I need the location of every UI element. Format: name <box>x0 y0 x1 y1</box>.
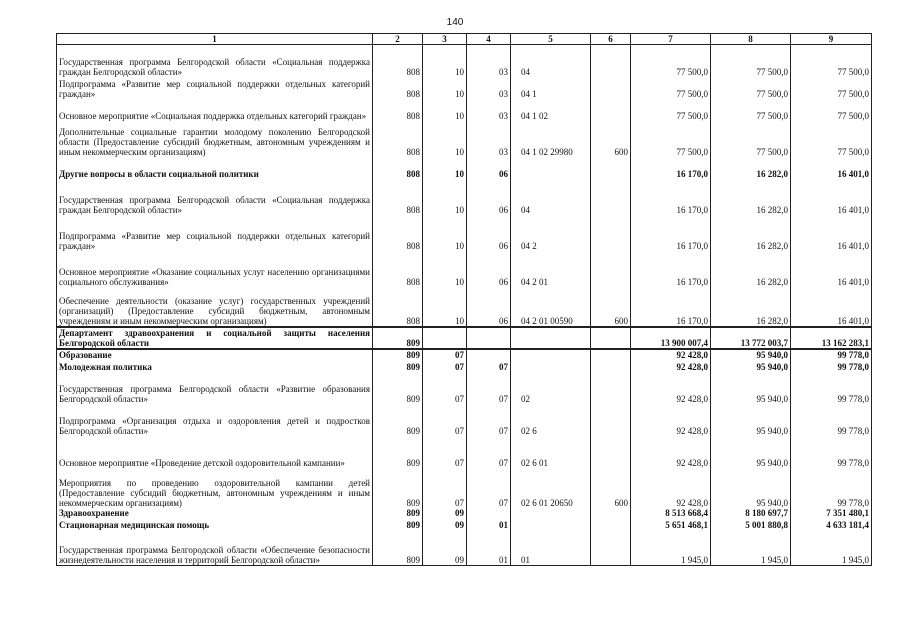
row-amount-cell: 16 401,0 <box>791 179 872 215</box>
row-amount-cell: 77 500,0 <box>791 121 872 157</box>
row-target-article-cell: 04 2 01 <box>511 251 591 287</box>
row-section-cell: 07 <box>423 468 467 508</box>
row-amount-cell: 77 500,0 <box>711 121 791 157</box>
table-row <box>57 404 872 436</box>
row-subsection-cell: 07 <box>467 360 511 372</box>
row-name-cell: Подпрограмма «Организация отдыха и оздоровления детей и подростков Белгородской области» <box>57 404 373 436</box>
row-amount-cell: 1 945,0 <box>631 530 711 566</box>
row-amount-cell: 1 945,0 <box>791 530 872 566</box>
row-amount-cell: 77 500,0 <box>711 45 791 77</box>
table-row <box>57 508 872 518</box>
table-row <box>57 99 872 121</box>
row-code-cell: 808 <box>373 77 423 99</box>
row-target-article-cell <box>511 349 591 360</box>
row-amount-cell: 16 401,0 <box>791 287 872 327</box>
row-section-cell: 07 <box>423 372 467 404</box>
row-amount-cell: 92 428,0 <box>631 468 711 508</box>
row-amount-cell: 77 500,0 <box>711 99 791 121</box>
row-section-cell: 10 <box>423 77 467 99</box>
row-amount-cell: 95 940,0 <box>711 436 791 468</box>
row-amount-cell: 16 170,0 <box>631 215 711 251</box>
row-section-cell: 10 <box>423 45 467 77</box>
row-target-article-cell: 04 1 <box>511 77 591 99</box>
row-expense-type-cell <box>591 518 631 530</box>
row-code-cell: 809 <box>373 349 423 360</box>
row-expense-type-cell <box>591 215 631 251</box>
row-subsection-cell: 07 <box>467 404 511 436</box>
row-name-cell: Государственная программа Белгородской области «Обеспечение безопасности жизнедеятельности населения и территорий Белгородской области» <box>57 530 373 566</box>
row-amount-cell: 95 940,0 <box>711 349 791 360</box>
row-amount-cell: 13 772 003,7 <box>711 327 791 349</box>
row-subsection-cell: 07 <box>467 468 511 508</box>
row-section-cell: 07 <box>423 404 467 436</box>
row-amount-cell: 16 401,0 <box>791 157 872 179</box>
row-subsection-cell: 07 <box>467 372 511 404</box>
row-expense-type-cell: 600 <box>591 468 631 508</box>
table-row <box>57 436 872 468</box>
row-expense-type-cell <box>591 349 631 360</box>
row-amount-cell: 16 282,0 <box>711 287 791 327</box>
row-amount-cell: 77 500,0 <box>791 99 872 121</box>
row-target-article-cell: 02 6 <box>511 404 591 436</box>
row-amount-cell: 99 778,0 <box>791 349 872 360</box>
row-amount-cell: 16 170,0 <box>631 251 711 287</box>
row-section-cell: 10 <box>423 215 467 251</box>
row-amount-cell: 8 180 697,7 <box>711 508 791 518</box>
row-amount-cell: 77 500,0 <box>631 77 711 99</box>
row-expense-type-cell: 600 <box>591 121 631 157</box>
row-subsection-cell: 01 <box>467 518 511 530</box>
table-row <box>57 360 872 372</box>
row-subsection-cell: 06 <box>467 215 511 251</box>
row-amount-cell: 7 351 480,1 <box>791 508 872 518</box>
row-section-cell: 09 <box>423 530 467 566</box>
table-row <box>57 349 872 360</box>
row-amount-cell: 92 428,0 <box>631 372 711 404</box>
budget-table <box>56 33 872 566</box>
row-name-cell: Другие вопросы в области социальной политики <box>57 157 373 179</box>
row-subsection-cell: 06 <box>467 179 511 215</box>
row-expense-type-cell: 600 <box>591 287 631 327</box>
row-expense-type-cell <box>591 530 631 566</box>
row-code-cell: 809 <box>373 404 423 436</box>
row-expense-type-cell <box>591 45 631 77</box>
row-amount-cell: 13 900 007,4 <box>631 327 711 349</box>
column-header: 1 <box>57 34 373 45</box>
row-expense-type-cell <box>591 372 631 404</box>
row-code-cell: 808 <box>373 179 423 215</box>
row-target-article-cell: 02 6 01 20650 <box>511 468 591 508</box>
row-code-cell: 809 <box>373 327 423 349</box>
table-row <box>57 179 872 215</box>
row-target-article-cell: 04 2 01 00590 <box>511 287 591 327</box>
row-code-cell: 809 <box>373 530 423 566</box>
row-subsection-cell: 03 <box>467 45 511 77</box>
row-name-cell: Подпрограмма «Развитие мер социальной поддержки отдельных категорий граждан» <box>57 215 373 251</box>
row-amount-cell: 13 162 283,1 <box>791 327 872 349</box>
row-section-cell: 10 <box>423 99 467 121</box>
table-row <box>57 468 872 508</box>
row-section-cell: 10 <box>423 121 467 157</box>
row-code-cell: 808 <box>373 121 423 157</box>
row-section-cell: 07 <box>423 349 467 360</box>
row-name-cell: Стационарная медицинская помощь <box>57 518 373 530</box>
row-name-cell: Государственная программа Белгородской области «Социальная поддержка граждан Белгородской области» <box>57 179 373 215</box>
row-amount-cell: 16 170,0 <box>631 287 711 327</box>
row-subsection-cell: 06 <box>467 157 511 179</box>
row-name-cell: Образование <box>57 349 373 360</box>
row-code-cell: 808 <box>373 99 423 121</box>
row-amount-cell: 16 282,0 <box>711 215 791 251</box>
row-name-cell: Обеспечение деятельности (оказание услуг) государственных учреждений (организаций) (Предоставление субсидий бюджетным, автономным учреждениям и иным некоммерческим организациям) <box>57 287 373 327</box>
table-row <box>57 215 872 251</box>
row-expense-type-cell <box>591 360 631 372</box>
row-amount-cell: 99 778,0 <box>791 372 872 404</box>
row-amount-cell: 95 940,0 <box>711 468 791 508</box>
table-header-row <box>57 34 872 45</box>
row-amount-cell: 95 940,0 <box>711 404 791 436</box>
row-amount-cell: 16 401,0 <box>791 215 872 251</box>
row-target-article-cell: 04 <box>511 45 591 77</box>
row-name-cell: Основное мероприятие «Социальная поддержка отдельных категорий граждан» <box>57 99 373 121</box>
row-section-cell: 10 <box>423 287 467 327</box>
row-code-cell: 808 <box>373 215 423 251</box>
row-subsection-cell: 06 <box>467 287 511 327</box>
row-name-cell: Государственная программа Белгородской области «Развитие образования Белгородской области» <box>57 372 373 404</box>
row-amount-cell: 77 500,0 <box>791 45 872 77</box>
column-header: 8 <box>711 34 791 45</box>
row-target-article-cell: 04 <box>511 179 591 215</box>
row-target-article-cell: 04 1 02 29980 <box>511 121 591 157</box>
row-subsection-cell: 06 <box>467 251 511 287</box>
row-amount-cell: 16 170,0 <box>631 157 711 179</box>
row-amount-cell: 77 500,0 <box>631 99 711 121</box>
row-amount-cell: 16 282,0 <box>711 179 791 215</box>
row-expense-type-cell <box>591 179 631 215</box>
table-row <box>57 530 872 566</box>
row-amount-cell: 99 778,0 <box>791 360 872 372</box>
row-amount-cell: 16 282,0 <box>711 157 791 179</box>
row-subsection-cell <box>467 508 511 518</box>
row-target-article-cell <box>511 360 591 372</box>
column-header: 7 <box>631 34 711 45</box>
table-row <box>57 518 872 530</box>
row-name-cell: Мероприятия по проведению оздоровительной кампании детей (Предоставление субсидий бюджетным, автономным учреждениям и иным некоммерческим организациям) <box>57 468 373 508</box>
row-expense-type-cell <box>591 508 631 518</box>
row-amount-cell: 99 778,0 <box>791 436 872 468</box>
row-code-cell: 809 <box>373 360 423 372</box>
row-expense-type-cell <box>591 157 631 179</box>
row-target-article-cell <box>511 518 591 530</box>
table-body <box>57 45 872 566</box>
row-expense-type-cell <box>591 99 631 121</box>
row-amount-cell: 99 778,0 <box>791 404 872 436</box>
row-expense-type-cell <box>591 251 631 287</box>
row-subsection-cell: 03 <box>467 77 511 99</box>
row-section-cell: 09 <box>423 518 467 530</box>
row-target-article-cell: 01 <box>511 530 591 566</box>
row-amount-cell: 92 428,0 <box>631 349 711 360</box>
row-subsection-cell <box>467 327 511 349</box>
row-section-cell: 10 <box>423 251 467 287</box>
table-row <box>57 157 872 179</box>
row-amount-cell: 5 001 880,8 <box>711 518 791 530</box>
row-code-cell: 809 <box>373 518 423 530</box>
row-expense-type-cell <box>591 77 631 99</box>
column-header: 9 <box>791 34 872 45</box>
page-number: 140 <box>446 17 464 28</box>
row-section-cell: 07 <box>423 360 467 372</box>
row-amount-cell: 92 428,0 <box>631 436 711 468</box>
column-header: 4 <box>467 34 511 45</box>
row-section-cell: 10 <box>423 179 467 215</box>
row-name-cell: Основное мероприятие «Оказание социальных услуг населению организациями социального обслуживания» <box>57 251 373 287</box>
row-amount-cell: 16 401,0 <box>791 251 872 287</box>
row-subsection-cell: 03 <box>467 99 511 121</box>
row-amount-cell: 92 428,0 <box>631 360 711 372</box>
row-name-cell: Подпрограмма «Развитие мер социальной поддержки отдельных категорий граждан» <box>57 77 373 99</box>
row-name-cell: Молодежная политика <box>57 360 373 372</box>
table-row <box>57 251 872 287</box>
row-name-cell: Здравоохранение <box>57 508 373 518</box>
table-row <box>57 327 872 349</box>
table-row <box>57 287 872 327</box>
row-target-article-cell: 02 6 01 <box>511 436 591 468</box>
row-amount-cell: 77 500,0 <box>711 77 791 99</box>
row-amount-cell: 77 500,0 <box>631 121 711 157</box>
row-amount-cell: 8 513 668,4 <box>631 508 711 518</box>
row-code-cell: 808 <box>373 287 423 327</box>
row-section-cell <box>423 327 467 349</box>
row-section-cell: 09 <box>423 508 467 518</box>
row-amount-cell: 1 945,0 <box>711 530 791 566</box>
column-header: 6 <box>591 34 631 45</box>
row-code-cell: 808 <box>373 157 423 179</box>
row-amount-cell: 99 778,0 <box>791 468 872 508</box>
row-amount-cell: 5 651 468,1 <box>631 518 711 530</box>
table-row <box>57 77 872 99</box>
row-amount-cell: 4 633 181,4 <box>791 518 872 530</box>
row-amount-cell: 16 170,0 <box>631 179 711 215</box>
row-subsection-cell: 01 <box>467 530 511 566</box>
row-target-article-cell: 02 <box>511 372 591 404</box>
table-row <box>57 372 872 404</box>
row-subsection-cell: 07 <box>467 436 511 468</box>
column-header: 2 <box>373 34 423 45</box>
row-code-cell: 809 <box>373 436 423 468</box>
row-amount-cell: 77 500,0 <box>631 45 711 77</box>
row-name-cell: Основное мероприятие «Проведение детской оздоровительной кампании» <box>57 436 373 468</box>
row-target-article-cell <box>511 327 591 349</box>
row-name-cell: Департамент здравоохранения и социальной защиты населения Белгородской области <box>57 327 373 349</box>
row-expense-type-cell <box>591 436 631 468</box>
row-name-cell: Дополнительные социальные гарантии молодому поколению Белгородской области (Предоставление субсидий бюджетным, автономным учреждениям и иным некоммерческим организациям) <box>57 121 373 157</box>
row-target-article-cell: 04 2 <box>511 215 591 251</box>
table-row <box>57 45 872 77</box>
row-amount-cell: 92 428,0 <box>631 404 711 436</box>
row-code-cell: 809 <box>373 468 423 508</box>
row-amount-cell: 95 940,0 <box>711 360 791 372</box>
row-subsection-cell <box>467 349 511 360</box>
row-section-cell: 07 <box>423 436 467 468</box>
row-expense-type-cell <box>591 327 631 349</box>
row-code-cell: 809 <box>373 372 423 404</box>
column-header: 3 <box>423 34 467 45</box>
row-target-article-cell: 04 1 02 <box>511 99 591 121</box>
row-subsection-cell: 03 <box>467 121 511 157</box>
table-row <box>57 121 872 157</box>
row-amount-cell: 95 940,0 <box>711 372 791 404</box>
column-header: 5 <box>511 34 591 45</box>
row-code-cell: 808 <box>373 251 423 287</box>
row-amount-cell: 77 500,0 <box>791 77 872 99</box>
row-code-cell: 809 <box>373 508 423 518</box>
row-name-cell: Государственная программа Белгородской области «Социальная поддержка граждан Белгородской области» <box>57 45 373 77</box>
row-code-cell: 808 <box>373 45 423 77</box>
row-target-article-cell <box>511 508 591 518</box>
row-target-article-cell <box>511 157 591 179</box>
row-section-cell: 10 <box>423 157 467 179</box>
row-expense-type-cell <box>591 404 631 436</box>
row-amount-cell: 16 282,0 <box>711 251 791 287</box>
